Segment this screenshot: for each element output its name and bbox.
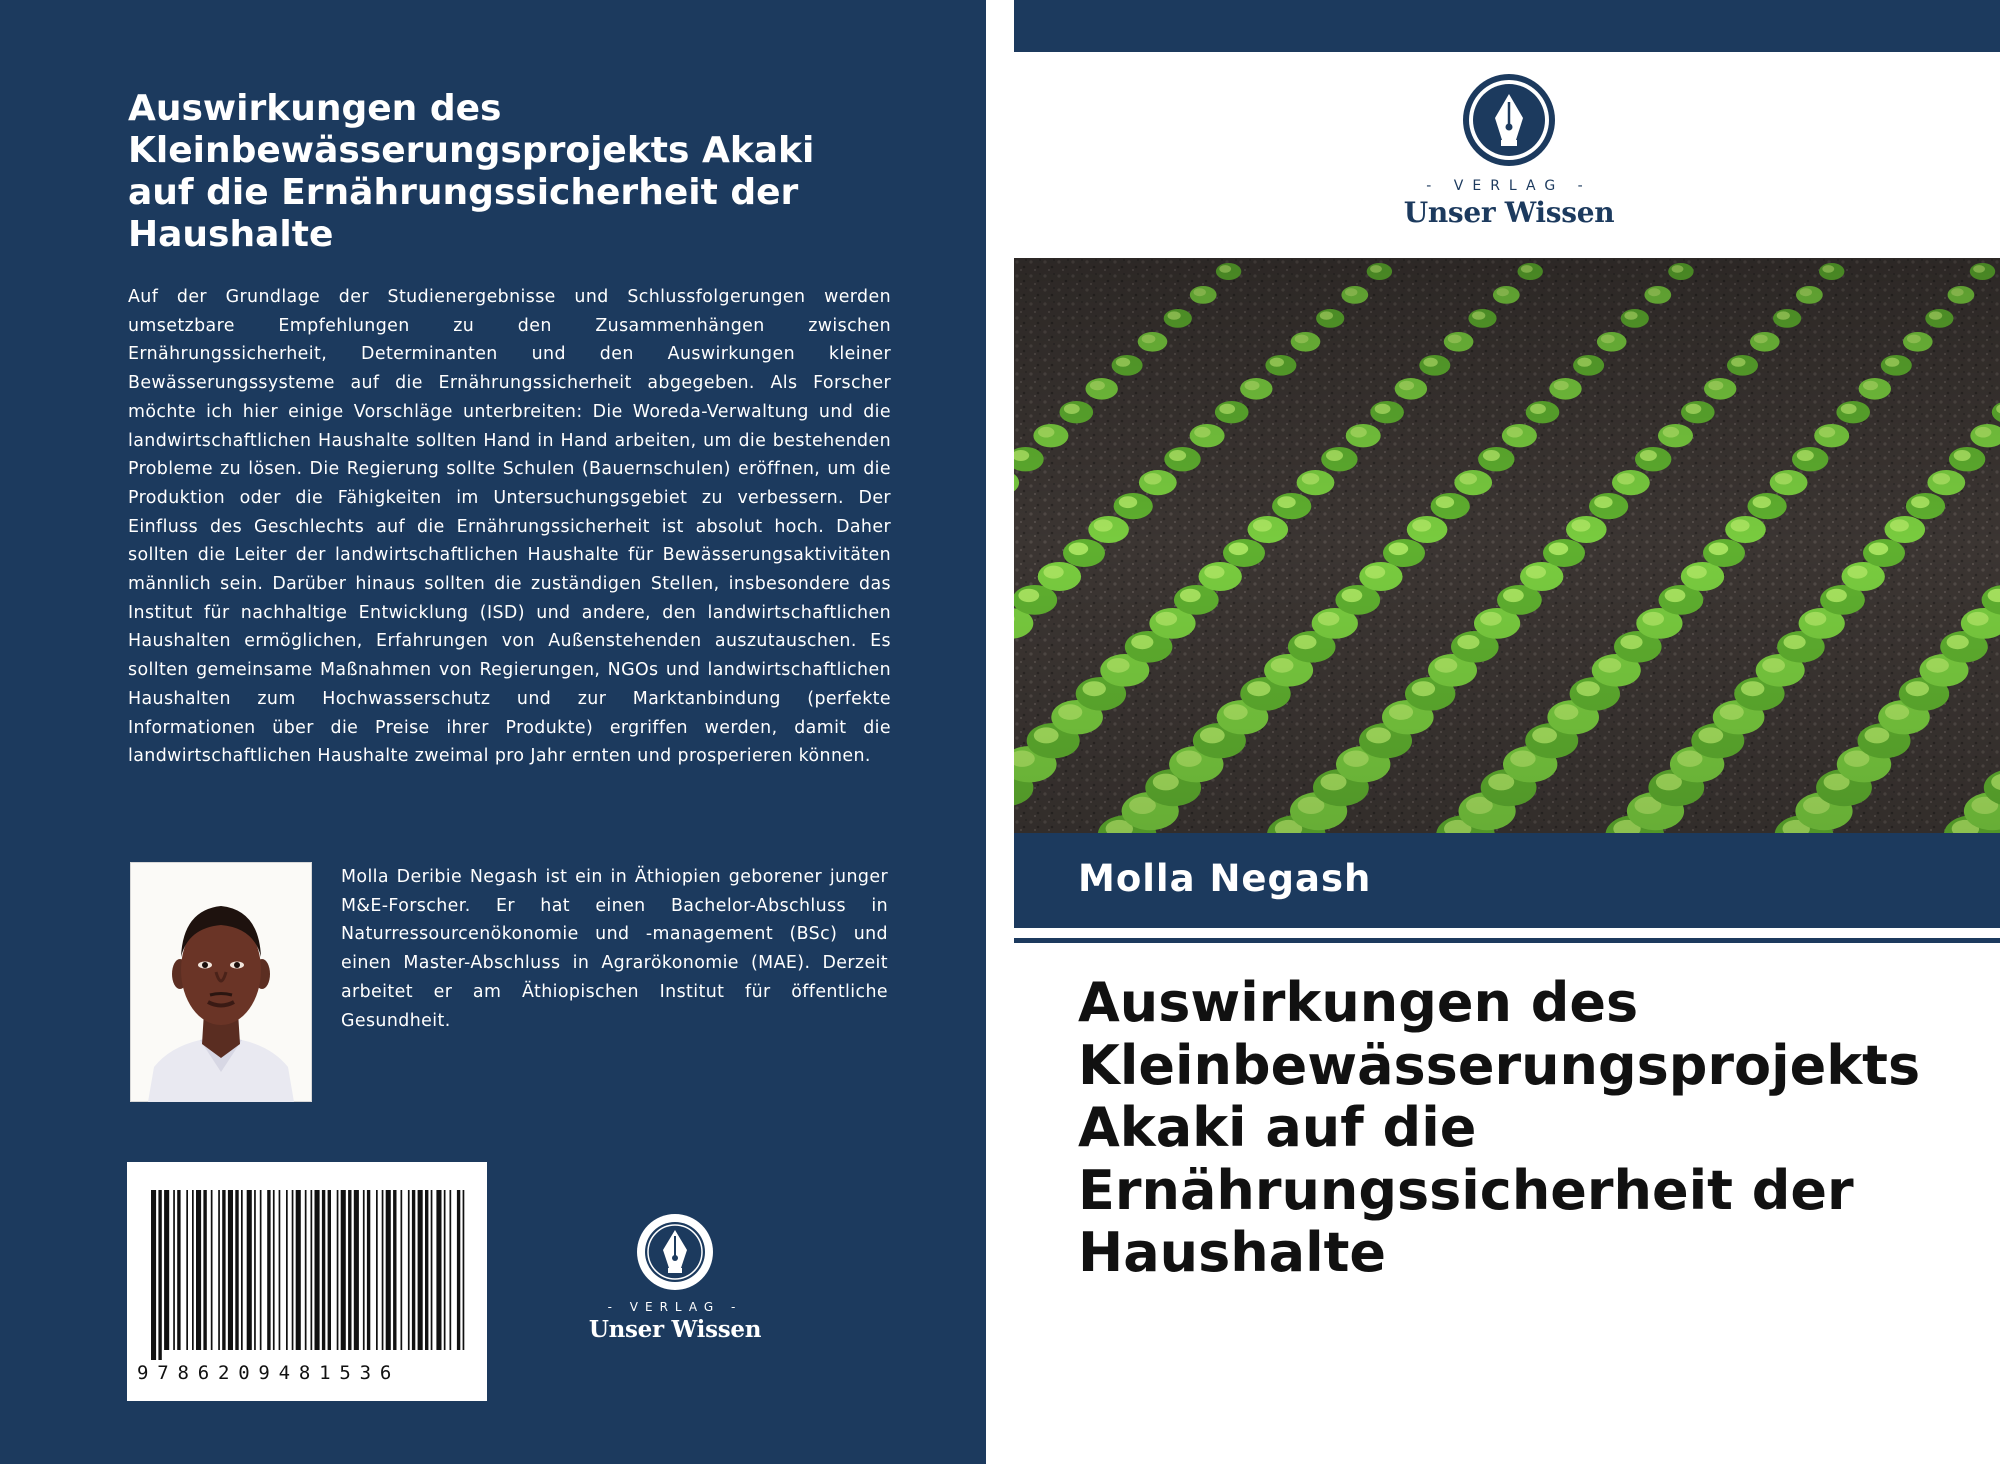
barcode-bar bbox=[164, 1190, 169, 1350]
barcode-bar bbox=[196, 1190, 201, 1350]
barcode-bar bbox=[254, 1190, 256, 1350]
barcode-bar bbox=[341, 1190, 346, 1350]
isbn-barcode bbox=[127, 1162, 487, 1401]
author-bio: Molla Deribie Negash ist ein in Äthiopien geborener junger M&E-Forscher. Er hat einen Bachelor-Abschluss in Naturressourcenökonomie und -management (BSc) und einen Master-Abschluss in Agrarökonomie (MAE). Derzeit arbeitet er am Äthiopischen Institut für öffentliche Gesundheit. bbox=[341, 867, 888, 1031]
barcode-bar bbox=[286, 1190, 288, 1350]
barcode-bar bbox=[260, 1190, 262, 1350]
barcode-bar bbox=[279, 1190, 281, 1350]
barcode-bar bbox=[211, 1190, 213, 1350]
barcode-bar bbox=[328, 1190, 331, 1350]
barcode-bar bbox=[311, 1190, 313, 1350]
barcode-bar bbox=[382, 1190, 384, 1350]
front-cover-title: Auswirkungen des Kleinbewässerungsprojekts Akaki auf die Ernährungssicherheit der Haushalte bbox=[1078, 971, 1921, 1284]
barcode-bar bbox=[292, 1190, 294, 1350]
barcode-bar bbox=[267, 1190, 270, 1350]
barcode-bar bbox=[425, 1190, 428, 1350]
barcode-bar bbox=[348, 1190, 351, 1350]
barcode-bar bbox=[177, 1190, 180, 1350]
back-publisher-name: Unser Wissen bbox=[588, 1316, 762, 1343]
barcode-bar bbox=[408, 1190, 410, 1350]
barcode-bar bbox=[222, 1190, 225, 1350]
front-author-name: Molla Negash bbox=[1078, 857, 1372, 900]
barcode-bar bbox=[186, 1190, 188, 1350]
back-cover-title: Auswirkungen des Kleinbewässerungsprojekts Akaki auf die Ernährungssicherheit der Haushalte bbox=[128, 88, 815, 255]
divider-rule bbox=[1014, 938, 2000, 943]
barcode-bar bbox=[457, 1190, 460, 1350]
fountain-pen-nib-emblem-icon bbox=[1461, 72, 1557, 168]
barcode-bar bbox=[418, 1190, 423, 1350]
barcode-bar bbox=[273, 1190, 275, 1350]
barcode-bar bbox=[393, 1190, 396, 1350]
barcode-bar bbox=[247, 1190, 252, 1350]
back-publisher-logo bbox=[560, 1212, 790, 1343]
back-verlag-label: - VERLAG - bbox=[607, 1300, 743, 1314]
lettuce-field-image bbox=[1014, 258, 2000, 833]
barcode-bar bbox=[431, 1190, 433, 1350]
barcode-bar bbox=[401, 1190, 403, 1350]
barcode-bar bbox=[228, 1190, 233, 1350]
lettuce-field-photo bbox=[1014, 258, 2000, 833]
barcode-bar bbox=[173, 1190, 175, 1350]
barcode-bar bbox=[218, 1190, 220, 1350]
barcode-bar bbox=[192, 1190, 194, 1350]
barcode-bars bbox=[145, 1190, 469, 1360]
author-band bbox=[1014, 833, 2000, 928]
barcode-bar bbox=[412, 1190, 415, 1350]
barcode-bar bbox=[376, 1190, 378, 1350]
isbn-digits: 9786209481536 bbox=[137, 1362, 401, 1384]
front-cover bbox=[1014, 0, 2000, 1464]
barcode-bar bbox=[235, 1190, 238, 1350]
barcode-bar bbox=[354, 1190, 359, 1350]
barcode-bar bbox=[305, 1190, 307, 1350]
front-top-band bbox=[1014, 0, 2000, 52]
barcode-bar bbox=[322, 1190, 325, 1350]
barcode-bar bbox=[296, 1190, 301, 1350]
barcode-bar bbox=[151, 1190, 156, 1360]
back-cover-blurb: Auf der Grundlage der Studienergebnisse und Schlussfolgerungen werden umsetzbare Empfehlungen zu den Zusammenhängen zwischen Ernährungssicherheit, Determinanten und den Auswirkungen kleiner Bewässerungssysteme auf die Ernährungssicherheit abgegeben. Als Forscher möchte ich hier einige Vorschläge unterbreiten: Die Woreda-Verwaltung und die landwirtschaftlichen Haushalte sollten Hand in Hand arbeiten, um die bestehenden Probleme zu lösen. Die Regierung sollte Schulen (Bauernschulen) eröffnen, um die Produktion oder die Fähigkeiten im Untersuchungsgebiet zu verbessern. Der Einfluss des Geschlechts auf die Ernährungssicherheit ist absolut hoch. Daher sollten die Leiter der landwirtschaftlichen Haushalte für Bewässerungsaktivitäten männlich sein. Darüber hinaus sollten die zuständigen Stellen, insbesondere das Institut für nachhaltige Entwicklung (ISD) und andere, den landwirtschaftlichen Haushalten ermöglichen, Erfahrungen von Außenstehenden auszutauschen. Es sollten gemeinsame Maßnahmen von Regierungen, NGOs und landwirtschaftlichen Haushalten zum Hochwasserschutz und zur Marktanbindung (perfekte Informationen über die Preise ihrer Produkte) ergriffen werden, damit die landwirtschaftlichen Haushalte zweimal pro Jahr ernten und prosperieren können. bbox=[128, 287, 891, 767]
barcode-bar bbox=[158, 1190, 161, 1360]
back-cover bbox=[0, 0, 986, 1464]
front-publisher-name: Unser Wissen bbox=[1403, 196, 1615, 229]
barcode-bar bbox=[337, 1190, 339, 1350]
front-verlag-label: - VERLAG - bbox=[1426, 178, 1592, 194]
barcode-bar bbox=[444, 1190, 446, 1350]
author-photo bbox=[130, 862, 312, 1102]
barcode-bar bbox=[436, 1190, 441, 1350]
barcode-bar bbox=[386, 1190, 391, 1350]
fountain-pen-nib-emblem-icon bbox=[635, 1212, 715, 1292]
front-publisher-logo bbox=[1369, 72, 1649, 229]
barcode-bar bbox=[241, 1190, 243, 1350]
barcode-bar bbox=[315, 1190, 320, 1350]
barcode-bar bbox=[463, 1190, 465, 1350]
barcode-bar bbox=[363, 1190, 365, 1350]
barcode-bar bbox=[450, 1190, 452, 1350]
barcode-bar bbox=[203, 1190, 206, 1350]
barcode-bar bbox=[367, 1190, 370, 1350]
